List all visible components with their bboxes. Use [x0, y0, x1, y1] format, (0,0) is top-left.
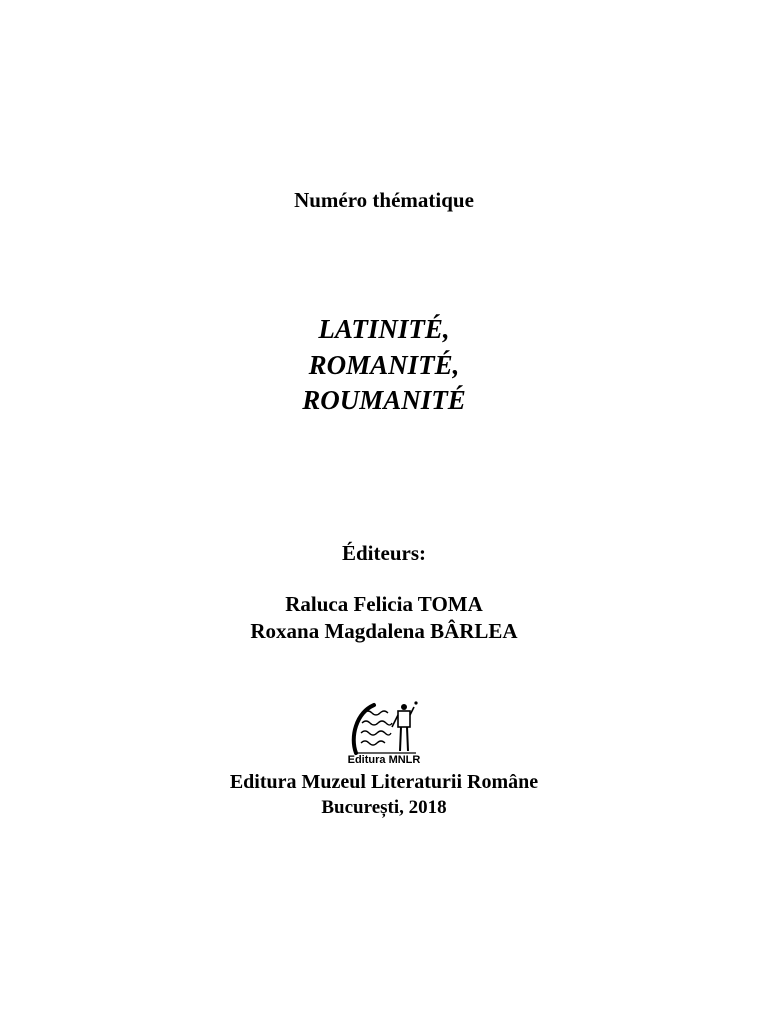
- title-line-2: ROMANITÉ,: [308, 350, 460, 380]
- title-line-3: ROUMANITÉ: [302, 385, 466, 415]
- title-line-1: LATINITÉ,: [318, 314, 450, 344]
- editor-name-1: Raluca Felicia TOMA: [285, 592, 483, 616]
- publisher-name: Editura Muzeul Literaturii Române: [229, 771, 539, 793]
- city-year: București, 2018: [321, 797, 447, 818]
- logo-caption: Editura MNLR: [347, 754, 421, 766]
- editor-name-2: Roxana Magdalena BÂRLEA: [250, 619, 518, 643]
- editors-label: Éditeurs:: [342, 541, 426, 565]
- subtitle: Numéro thématique: [294, 188, 474, 212]
